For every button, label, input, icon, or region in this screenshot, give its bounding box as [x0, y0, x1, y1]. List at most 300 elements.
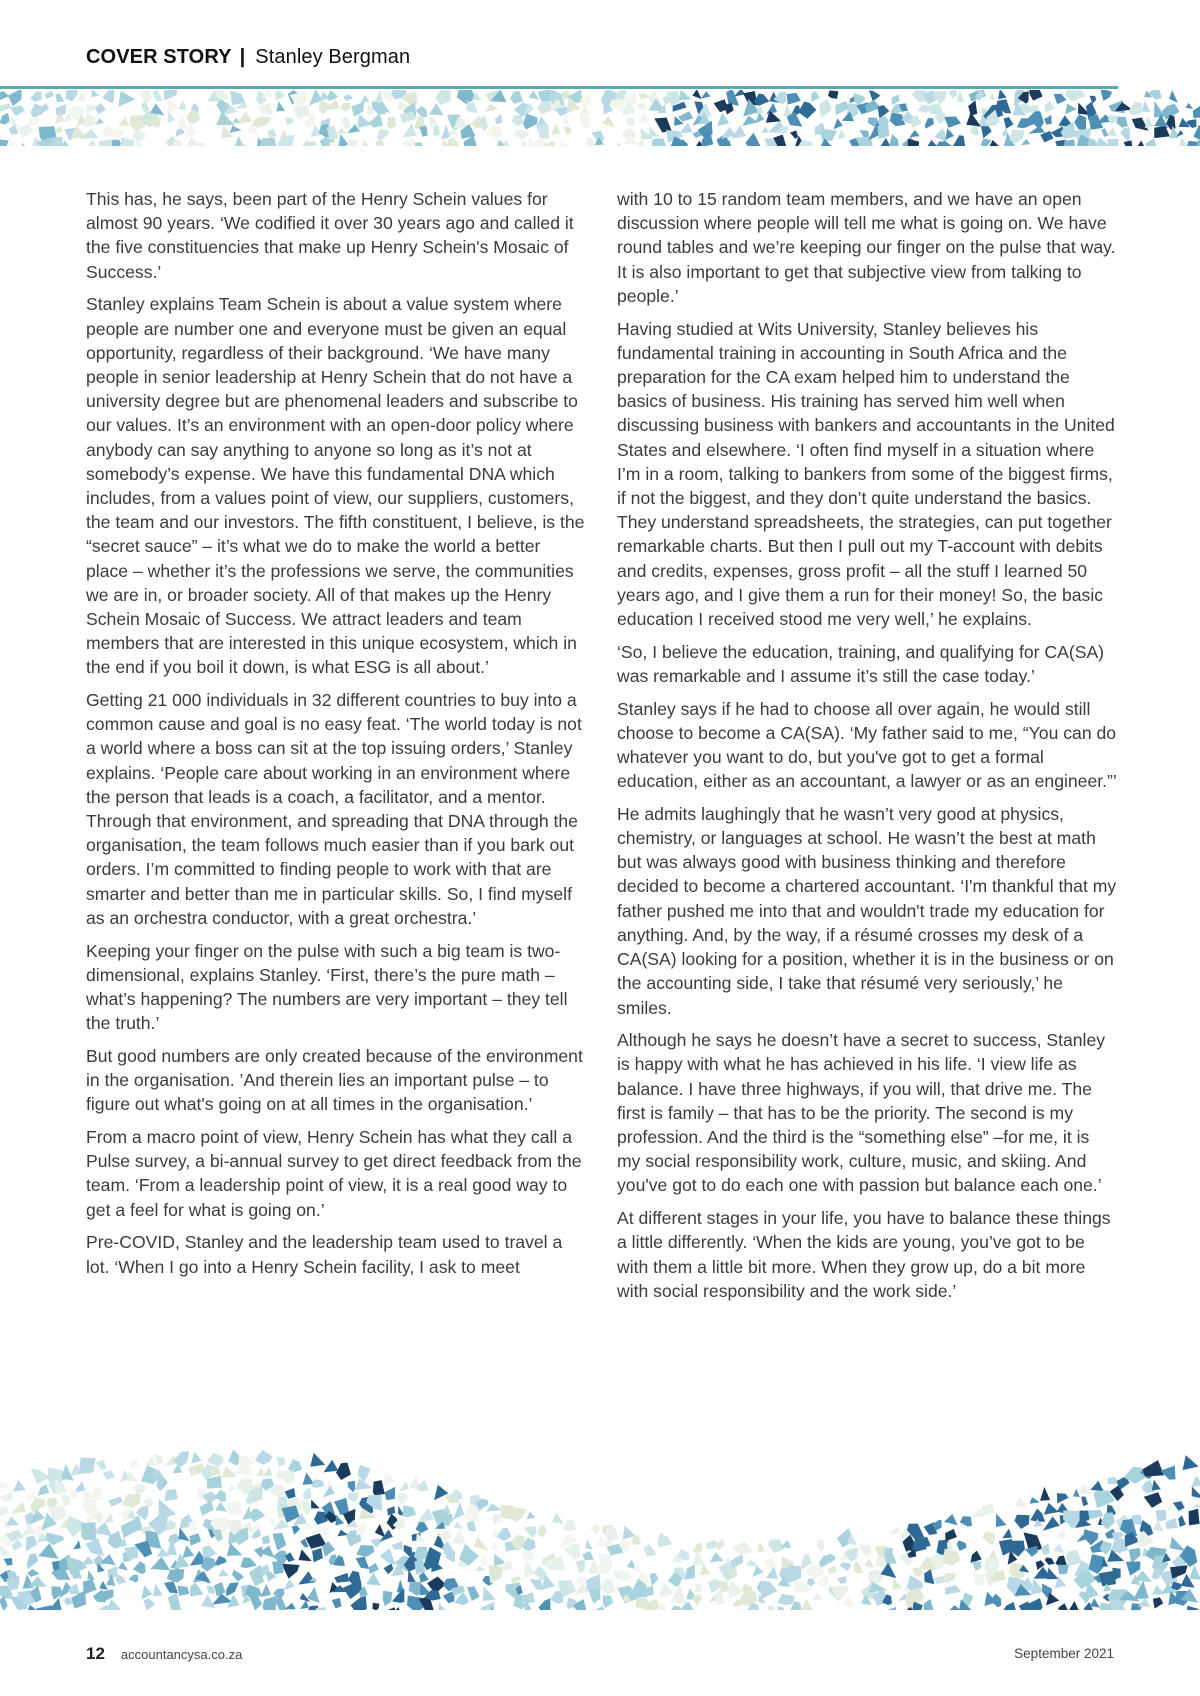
mosaic-tile — [539, 1598, 551, 1610]
mosaic-tile — [1129, 1548, 1141, 1564]
mosaic-tile — [122, 1494, 140, 1508]
mosaic-tile — [277, 1457, 285, 1467]
page-number: 12 — [86, 1644, 105, 1663]
mosaic-tile — [248, 1509, 265, 1523]
mosaic-tile — [262, 1535, 270, 1544]
mosaic-tile — [1009, 130, 1024, 144]
mosaic-tile — [0, 139, 9, 146]
mosaic-tile — [799, 1599, 813, 1610]
mosaic-tile — [472, 92, 482, 100]
mosaic-tile — [1090, 1598, 1100, 1608]
mosaic-tile — [476, 1566, 486, 1571]
mosaic-tile — [45, 1533, 64, 1546]
mosaic-tile — [95, 103, 106, 114]
mosaic-tile — [562, 90, 571, 100]
mosaic-tile — [39, 103, 49, 114]
mosaic-tile — [973, 1572, 985, 1585]
mosaic-tile — [0, 1507, 9, 1516]
article-column-left — [86, 187, 586, 1287]
mosaic-tile — [821, 129, 838, 141]
mosaic-tile — [869, 90, 881, 101]
mosaic-tile — [340, 103, 350, 112]
mosaic-tile — [654, 118, 672, 133]
mosaic-tile — [136, 141, 146, 146]
mosaic-tile — [275, 90, 285, 100]
paragraph: Stanley explains Team Schein is about a value system where people are number one and everyone must be given an equal opportunity, regardless of their background. ‘We have many people in senior leadership at Henry Schein that do not have a university degree but are phenomenal leaders and subscribe to our values. It’s an environment with an open-door policy where anybody can say anything to anyone so long as it’s not at somebody’s expense. We have this fundamental DNA which includes, from a values point of view, our suppliers, customers, the team and our investors. The fifth constituent, I believe, is the “secret sauce” – it’s what we do to make the world a better place – whether it’s the professions we serve, the communities we are in, or broader society. All of that makes up the Henry Schein Mosaic of Success. We attract leaders and team members that are interested in this unique ecosystem, which in the end if you boil it down, is what ESG is all about.’ — [86, 294, 585, 678]
mosaic-tile — [633, 1563, 640, 1573]
mosaic-tile — [480, 1554, 488, 1566]
mosaic-tile — [175, 129, 185, 138]
mosaic-tile — [990, 1594, 1001, 1608]
mosaic-tile — [1041, 1543, 1050, 1555]
mosaic-tile — [1045, 101, 1055, 112]
mosaic-tile — [377, 129, 389, 142]
mosaic-tile — [87, 1570, 95, 1580]
mosaic-tile — [944, 1514, 958, 1525]
mosaic-tile — [167, 100, 178, 114]
mosaic-tile — [763, 1605, 776, 1610]
mosaic-tile — [1058, 1530, 1067, 1540]
mosaic-tile — [1029, 90, 1042, 101]
paragraph: From a macro point of view, Henry Schein has what they call a Pulse survey, a bi-annual survey to get direct feedback from the team. ‘From a leadership point of view, it is a real good way to get a feel for what is going on.’ — [86, 1127, 582, 1220]
mosaic-tile — [1178, 1515, 1186, 1527]
mosaic-tile — [838, 129, 847, 139]
mosaic-tile — [889, 134, 899, 146]
mosaic-tile — [483, 1587, 496, 1602]
mosaic-tile — [99, 1581, 108, 1590]
mosaic-tile — [337, 128, 347, 133]
mosaic-tile — [129, 1575, 139, 1583]
mosaic-tile — [285, 1488, 296, 1499]
mosaic-tile — [55, 93, 64, 102]
mosaic-tile — [260, 138, 278, 146]
mosaic-tile — [1043, 1517, 1060, 1531]
mosaic-tile — [515, 130, 530, 140]
mosaic-tile — [274, 1597, 288, 1610]
mosaic-tile — [603, 105, 612, 114]
mosaic-tile — [85, 1538, 104, 1556]
mosaic-tile — [839, 1563, 851, 1572]
mosaic-tile — [834, 118, 843, 129]
mosaic-tile — [190, 1533, 202, 1546]
issue-date: September 2021 — [1014, 1646, 1114, 1661]
mosaic-tile — [232, 1570, 244, 1582]
mosaic-tile — [357, 114, 372, 128]
mosaic-tile — [538, 101, 551, 114]
mosaic-tile — [416, 1532, 426, 1543]
mosaic-tile — [564, 126, 572, 135]
mosaic-tile — [760, 1581, 778, 1599]
mosaic-tile — [404, 1545, 413, 1556]
mosaic-tile — [392, 1541, 403, 1549]
mosaic-tile — [241, 142, 250, 146]
mosaic-tile — [564, 1543, 580, 1559]
mosaic-tile — [277, 135, 295, 146]
mosaic-tile — [670, 1585, 686, 1604]
mosaic-banner-top — [0, 90, 1200, 146]
mosaic-tile — [332, 1598, 342, 1608]
mosaic-tile — [1021, 139, 1030, 145]
mosaic-tile — [384, 1607, 399, 1610]
mosaic-tile — [755, 113, 764, 124]
paragraph: He admits laughingly that he wasn’t very good at physics, chemistry, or languages at school. He wasn’t the best at math but was always good with business thinking and therefore decided to become a chartered accountant. ‘I'm thankful that my father pushed me into that and wouldn't trade my education for anything. And, by the way, if a résumé crosses my desk of a CA(SA) looking for a position, whether it is in the business or on the accounting side, I take that résumé very seriously,’ he smiles. — [617, 803, 1117, 1018]
mosaic-tile — [1030, 1497, 1040, 1504]
mosaic-tile — [457, 90, 476, 104]
mosaic-tile — [552, 1513, 564, 1524]
paragraph: ‘So, I believe the education, training, and qualifying for CA(SA) was remarkable and I assume it’s still the case today.’ — [617, 641, 1105, 686]
mosaic-tile — [319, 100, 330, 115]
footer-left — [86, 1644, 242, 1664]
mosaic-tile — [118, 1562, 128, 1571]
mosaic-tile — [130, 1458, 138, 1468]
mosaic-tile — [38, 1484, 50, 1496]
mosaic-tile — [1152, 1569, 1162, 1580]
mosaic-tile — [529, 90, 540, 99]
mosaic-tile — [268, 1516, 276, 1525]
mosaic-tile — [512, 115, 524, 126]
mosaic-tile — [925, 118, 934, 129]
mosaic-tile — [1142, 101, 1151, 112]
mosaic-tile — [372, 1603, 379, 1610]
mosaic-tile — [752, 1566, 763, 1577]
mosaic-tile — [403, 123, 417, 138]
mosaic-tile — [1170, 1565, 1188, 1579]
mosaic-tile — [1081, 1497, 1088, 1507]
mosaic-tile — [167, 112, 175, 123]
mosaic-tile — [68, 1583, 80, 1594]
mosaic-tile — [982, 1504, 995, 1517]
mosaic-tile — [1145, 116, 1153, 128]
mosaic-tile — [144, 1598, 156, 1610]
mosaic-tile — [178, 1586, 190, 1596]
mosaic-tile — [981, 138, 992, 146]
mosaic-tile — [84, 114, 96, 127]
mosaic-tile — [201, 1594, 214, 1608]
mosaic-tile — [387, 1506, 395, 1515]
mosaic-tile — [892, 94, 900, 105]
mosaic-tile — [678, 111, 693, 121]
mosaic-tile — [193, 142, 209, 146]
mosaic-tile — [102, 90, 114, 103]
mosaic-tile — [491, 1541, 498, 1550]
mosaic-tile — [348, 1493, 359, 1502]
mosaic-tile — [225, 1500, 243, 1515]
mosaic-tile — [77, 93, 86, 102]
mosaic-tile — [1142, 1460, 1164, 1477]
mosaic-tile — [429, 103, 444, 115]
mosaic-tile — [484, 104, 498, 112]
mosaic-tile — [103, 1470, 115, 1480]
mosaic-tile — [907, 1575, 923, 1591]
mosaic-tile — [229, 1484, 237, 1491]
mosaic-tile — [178, 101, 187, 110]
website-link[interactable]: accountancysa.co.za — [120, 1647, 243, 1662]
mosaic-tile — [1073, 1489, 1080, 1497]
mosaic-tile — [606, 1527, 619, 1543]
paragraph: Having studied at Wits University, Stanley believes his fundamental training in accounting in South Africa and the preparation for the CA exam helped him to understand the basics of business. His training has served him well when discussing business with bankers and accountants in the United States and elsewhere. ‘I often find myself in a situation where I’m in a room, talking to bankers from some of the biggest firms, if not the biggest, and they don’t quite understand the basics. They understand spreadsheets, the strategies, can put together remarkable charts. But then I pull out my T-account with debits and credits, expenses, gross profit – all the stuff I learned 50 years ago, and I give them a run for their money! So, the basic education I received stood me very well,’ he explains. — [617, 318, 1115, 629]
mosaic-tile — [701, 91, 711, 99]
mosaic-tile — [1169, 90, 1178, 103]
mosaic-tile — [61, 1495, 71, 1507]
mosaic-tile — [300, 1600, 309, 1609]
mosaic-tile — [303, 1472, 315, 1485]
mosaic-tile — [837, 1576, 846, 1583]
mosaic-tile — [356, 1545, 374, 1557]
mosaic-tile — [732, 1541, 753, 1555]
mosaic-tile — [497, 1528, 512, 1541]
mosaic-tile — [27, 1569, 39, 1577]
mosaic-tile — [842, 1596, 854, 1606]
mosaic-tile — [285, 1552, 295, 1562]
mosaic-tile — [276, 101, 285, 111]
mosaic-tile — [219, 1569, 229, 1577]
mosaic-tile — [817, 1540, 825, 1552]
mosaic-tile — [1090, 1481, 1103, 1491]
mosaic-tile — [242, 1506, 251, 1520]
mosaic-tile — [1191, 1475, 1200, 1487]
mosaic-tile — [292, 1525, 300, 1535]
mosaic-tile — [120, 137, 135, 146]
mosaic-tile — [312, 1548, 323, 1563]
mosaic-tile — [746, 133, 761, 146]
mosaic-tile — [1116, 117, 1128, 128]
paragraph: Stanley says if he had to choose all over again, he would still choose to become a CA(SA). ‘My father said to me, “You can do whatever you want to do, but you've got to get a formal education, either as an accountant, a lawyer or as an engineer.”’ — [617, 698, 1117, 792]
mosaic-tile — [878, 105, 890, 119]
mosaic-tile — [9, 139, 16, 146]
mosaic-tile — [524, 1560, 536, 1578]
mosaic-tile — [285, 117, 293, 125]
mosaic-tile — [230, 126, 242, 133]
mosaic-tile — [956, 91, 964, 102]
mosaic-tile — [453, 1521, 463, 1529]
mosaic-tile — [127, 1470, 138, 1482]
mosaic-tile — [1189, 1509, 1200, 1526]
mosaic-tile — [164, 1581, 178, 1593]
mosaic-tile — [522, 1550, 537, 1561]
mosaic-tile — [65, 90, 78, 102]
mosaic-tile — [934, 128, 948, 142]
mosaic-tile — [812, 1593, 823, 1601]
mosaic-tile — [288, 1459, 302, 1473]
mosaic-tile — [715, 1539, 725, 1550]
mosaic-tile — [417, 1508, 435, 1523]
mosaic-tile — [311, 1500, 320, 1509]
mosaic-tile — [237, 111, 252, 123]
mosaic-tile — [488, 1565, 503, 1584]
mosaic-tile — [1124, 140, 1133, 146]
mosaic-tile — [437, 1603, 447, 1610]
mosaic-tile — [1002, 1528, 1012, 1538]
mosaic-bottom-graphic — [0, 1430, 1200, 1610]
mosaic-tile — [167, 1569, 185, 1583]
mosaic-tile — [27, 117, 40, 126]
mosaic-tile — [602, 116, 615, 128]
mosaic-tile — [831, 1585, 849, 1600]
mosaic-tile — [401, 138, 414, 147]
article-column-right — [617, 187, 1117, 1311]
mosaic-tile — [731, 1554, 744, 1568]
mosaic-tile — [1191, 1504, 1200, 1510]
mosaic-tile — [1058, 1603, 1070, 1610]
mosaic-tile — [924, 1599, 934, 1610]
mosaic-tile — [474, 1536, 489, 1551]
mosaic-tile — [26, 1493, 36, 1501]
mosaic-tile — [1144, 1492, 1162, 1508]
mosaic-tile — [600, 1580, 616, 1595]
mosaic-tile — [926, 140, 937, 146]
mosaic-tile — [949, 90, 958, 99]
mosaic-tile — [1065, 104, 1077, 115]
mosaic-tile — [787, 93, 801, 105]
mosaic-tile — [1154, 101, 1165, 118]
mosaic-tile — [375, 141, 383, 147]
mosaic-tile — [420, 126, 428, 137]
mosaic-tile — [695, 1583, 702, 1592]
mosaic-tile — [580, 105, 590, 115]
mosaic-tile — [524, 1527, 537, 1538]
mosaic-tile — [758, 1542, 766, 1553]
mosaic-tile — [336, 1463, 351, 1480]
mosaic-tile — [81, 1556, 95, 1565]
mosaic-tile — [1187, 1606, 1198, 1610]
mosaic-tile — [876, 1557, 886, 1568]
mosaic-tile — [164, 90, 178, 101]
mosaic-tile — [191, 1452, 202, 1464]
mosaic-tile — [215, 1556, 227, 1566]
mosaic-tile — [817, 1576, 828, 1586]
mosaic-tile — [717, 112, 729, 126]
mosaic-tile — [303, 1488, 312, 1500]
mosaic-tile — [798, 102, 816, 119]
mosaic-tile — [226, 1582, 238, 1596]
mosaic-tile — [1083, 1529, 1098, 1545]
mosaic-tile — [1054, 94, 1067, 105]
mosaic-tile — [92, 1487, 104, 1500]
mosaic-tile — [1053, 1543, 1065, 1553]
mosaic-tile — [1057, 1493, 1069, 1503]
paragraph: Getting 21 000 individuals in 32 different countries to buy into a common cause and goal is no easy feat. ‘The world today is not a world where a boss can sit at the top issuing orders,’ Stanley explains. ‘People care about working in an environment where the person that leads is a coach, a facilitator, and a mentor. Through that environment, and spreading that DNA through the organisation, the team follows much easier than if you bark out orders. I’m committed to finding people to work with that are smarter and better than me in particular skills. So, I find myself as an orchestra conductor, with a great orchestra.’ — [86, 690, 582, 928]
mosaic-tile — [1066, 1601, 1079, 1610]
mosaic-tile — [26, 1536, 37, 1552]
mosaic-tile — [819, 99, 831, 118]
mosaic-tile — [143, 1498, 154, 1508]
mosaic-tile — [409, 1476, 419, 1491]
mosaic-tile — [1058, 1565, 1069, 1575]
mosaic-tile — [153, 1583, 163, 1596]
mosaic-tile — [174, 1451, 190, 1468]
mosaic-tile — [285, 1603, 296, 1610]
mosaic-tile — [363, 139, 371, 146]
mosaic-tile — [972, 1561, 981, 1571]
mosaic-tile — [988, 94, 995, 100]
mosaic-tile — [1101, 90, 1113, 101]
mosaic-tile — [207, 1586, 215, 1594]
mosaic-tile — [1107, 139, 1119, 146]
paragraph: Although he says he doesn’t have a secret to success, Stanley is happy with what he has achieved in his life. ‘I view life as balance. I have three highways, if you will, that drive me. The first is family – that has to be the priority. The second is my profession. And the third is the “something else” –for me, it is my social responsibility work, culture, music, and skiing. And you've got to do each one with passion but balance each one.’ — [617, 1030, 1106, 1196]
mosaic-tile — [81, 1522, 96, 1540]
mosaic-tile — [726, 90, 739, 106]
mosaic-tile — [399, 1481, 409, 1492]
mosaic-tile — [281, 1471, 295, 1484]
mosaic-tile — [639, 93, 648, 99]
mosaic-tile — [1192, 1487, 1200, 1499]
paragraph: At different stages in your life, you have to balance these things a little differently. ‘When the kids are young, you’ve got to be with them a little bit more. When they grow up, do a bit more with social responsibility and the work side.’ — [617, 1208, 1111, 1301]
mosaic-tile — [971, 126, 979, 136]
section-label: COVER STORY — [86, 46, 232, 68]
mosaic-tile — [387, 117, 396, 129]
mosaic-tile — [510, 1576, 521, 1584]
mosaic-tile — [957, 1540, 967, 1551]
mosaic-tile — [745, 1560, 758, 1566]
mosaic-tile — [943, 140, 953, 146]
mosaic-tile — [87, 105, 96, 114]
mosaic-tile — [1128, 102, 1142, 116]
mosaic-tile — [71, 1571, 82, 1579]
mosaic-tile — [222, 1466, 238, 1477]
mosaic-top-graphic — [0, 90, 1200, 146]
mosaic-tile — [433, 125, 440, 136]
mosaic-tile — [952, 135, 965, 146]
mosaic-tile — [960, 1516, 972, 1527]
paragraph: with 10 to 15 random team members, and we have an open discussion where people will tell me what is going on. We have round tables and we’re keeping our finger on the pulse that way. It is also important to get that subjective view from talking to people.’ — [617, 189, 1116, 306]
mosaic-tile — [241, 1558, 257, 1569]
mosaic-tile — [865, 1558, 875, 1567]
mosaic-tile — [108, 1497, 122, 1507]
mosaic-tile — [1176, 130, 1183, 137]
mosaic-tile — [639, 113, 650, 123]
mosaic-tile — [657, 138, 665, 146]
mosaic-tile — [1134, 1571, 1153, 1583]
mosaic-tile — [660, 1582, 675, 1597]
mosaic-tile — [348, 1481, 355, 1492]
paragraph: This has, he says, been part of the Henry Schein values for almost 90 years. ‘We codified it over 30 years ago and called it the five constituencies that make up Henry Schein's Mosaic of Success.’ — [86, 189, 574, 282]
mosaic-tile — [649, 127, 660, 137]
mosaic-tile — [273, 1533, 287, 1551]
mosaic-tile — [710, 1552, 724, 1562]
mosaic-tile — [1045, 1557, 1055, 1565]
mosaic-tile — [336, 1515, 345, 1526]
mosaic-tile — [215, 1502, 227, 1512]
mosaic-tile — [1088, 1510, 1103, 1520]
mosaic-tile — [576, 1559, 585, 1573]
mosaic-tile — [283, 1564, 300, 1579]
mosaic-tile — [551, 123, 560, 136]
mosaic-tile — [1189, 1564, 1200, 1579]
mosaic-tile — [84, 139, 98, 146]
mosaic-tile — [45, 90, 54, 99]
mosaic-tile — [1040, 1487, 1050, 1501]
mosaic-tile — [1138, 1598, 1150, 1607]
mosaic-tile — [118, 117, 129, 126]
mosaic-tile — [1152, 1480, 1161, 1491]
mosaic-tile — [495, 114, 503, 124]
mosaic-tile — [31, 1469, 51, 1485]
mosaic-tile — [556, 140, 571, 146]
mosaic-tile — [408, 1569, 417, 1584]
mosaic-tile — [369, 1563, 379, 1574]
mosaic-tile — [510, 91, 523, 104]
mosaic-tile — [1170, 1537, 1186, 1552]
mosaic-tile — [13, 1480, 26, 1492]
mosaic-tile — [773, 92, 786, 105]
mosaic-tile — [577, 1576, 586, 1584]
mosaic-tile — [140, 90, 151, 105]
mosaic-tile — [1101, 128, 1109, 137]
mosaic-tile — [1126, 1561, 1141, 1575]
mosaic-tile — [564, 115, 569, 125]
mosaic-tile — [294, 106, 311, 119]
mosaic-tile — [485, 125, 503, 140]
